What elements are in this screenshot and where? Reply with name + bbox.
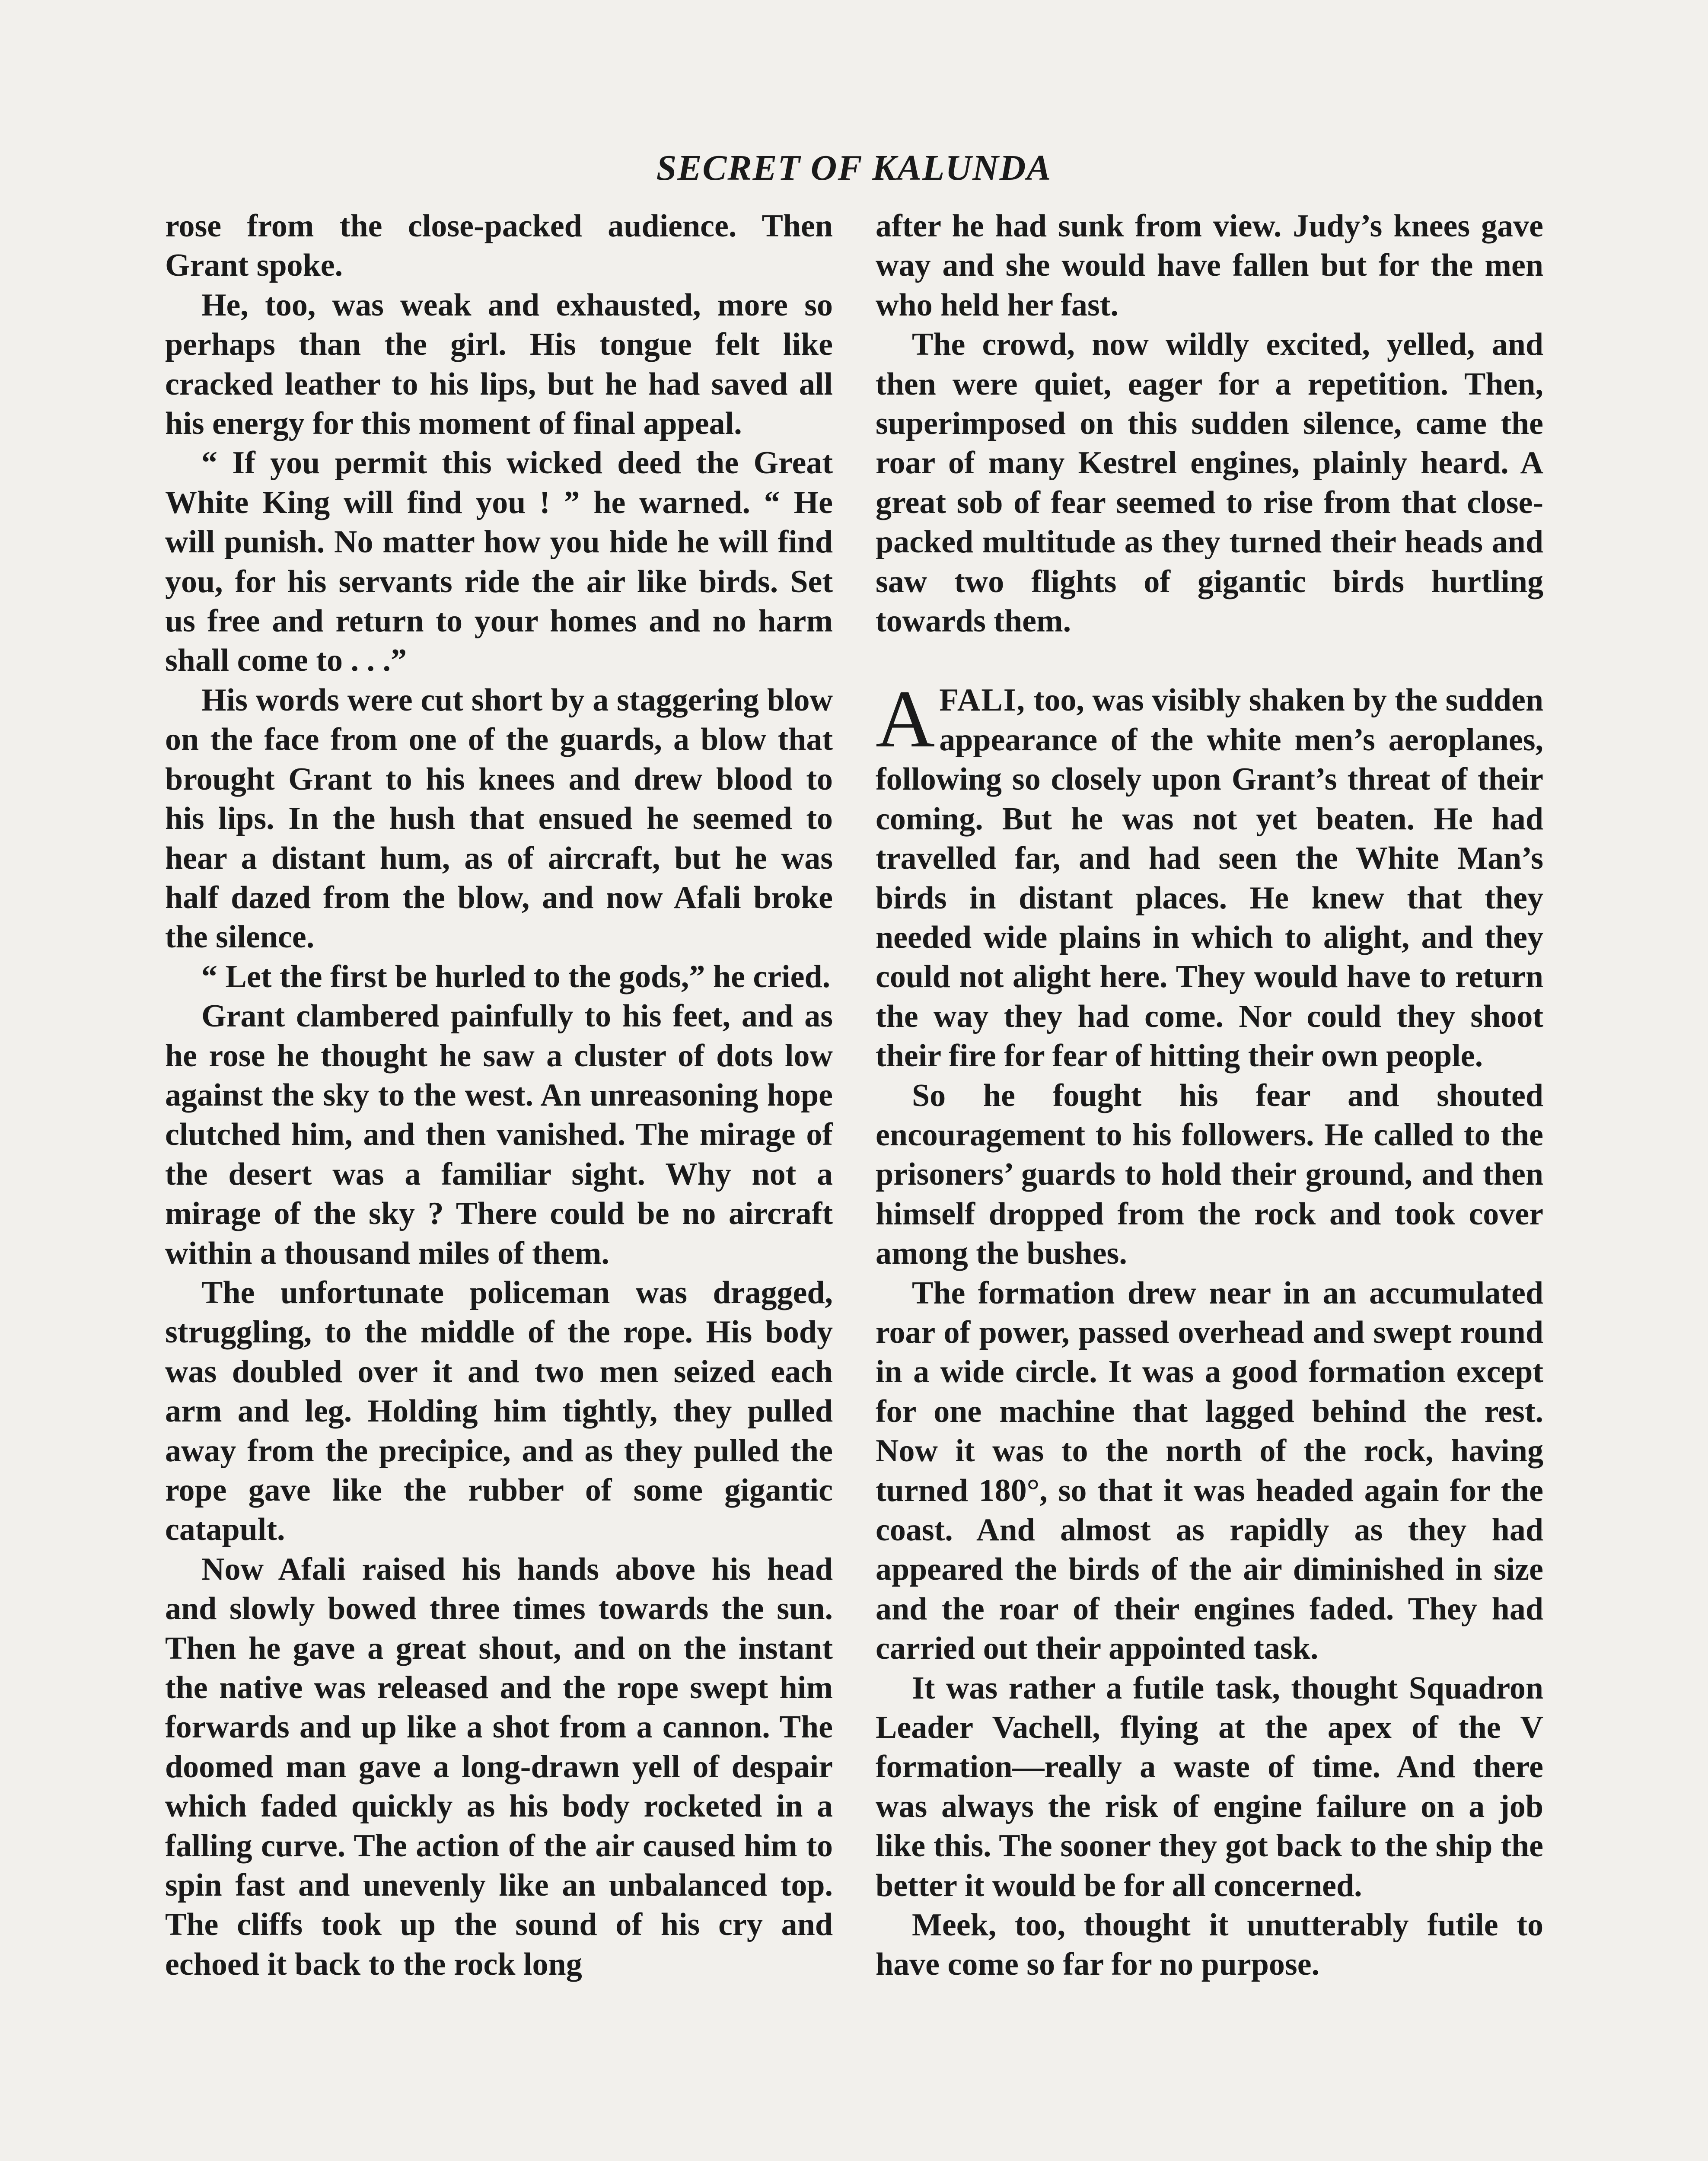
paragraph: after he had sunk from view. Judy’s knees gave way and she would have fallen but for the men who held her fast.: [876, 208, 1543, 323]
paragraph: “ If you permit this wicked deed the Great White King will find you ! ” he warned. “ He will punish. No matter how you hide he will find you, for his servants ride the air like birds. Set us free and return to your homes and no harm shall come to . . .”: [165, 445, 833, 679]
running-head: SECRET OF KALUNDA: [656, 148, 1052, 188]
paragraph: So he fought his fear and shouted encouragement to his followers. He called to the prisoners’ guards to hold their ground, and then himself dropped from the rock and took cover among the bushes.: [876, 1077, 1543, 1272]
drop-cap-text: too, was visibly shaken by the sudden appearance of the white men’s aeroplanes, following so closely upon Grant’s threat of their coming. But he was not yet beaten. He had travelled far, and had seen the White Man’s birds in distant places. He knew that they needed wide plains in which to alight, and they could not alight here. They would have to return the way they had come. Nor could they shoot their fire for fear of hitting their own people.: [876, 682, 1543, 1074]
paragraph: It was rather a futile task, thought Squadron Leader Vachell, flying at the apex of the V formation—really a waste of time. And there was always the risk of engine failure on a job like this. The sooner they got back to the ship the better it would be for all concerned.: [876, 1670, 1543, 1903]
paragraph: Grant clambered painfully to his feet, and as he rose he thought he saw a cluster of dots low against the sky to the west. An unreasoning hope clutched him, and then vanished. The mirage of the desert was a familiar sight. Why not a mirage of the sky ? There could be no aircraft within a thousand miles of them.: [165, 998, 833, 1271]
paragraph: Now Afali raised his hands above his head and slowly bowed three times towards the sun. Then he gave a great shout, and on the instant the native was released and the rope swept him forwards and up like a shot from a cannon. The doomed man gave a long-drawn yell of despair which faded quickly as his body rocketed in a falling curve. The action of the air caused him to spin fast and unevenly like an unbalanced top. The cliffs took up the sound of his cry and echoed it back to the rock long: [165, 1551, 833, 1982]
left-column: [165, 207, 833, 1984]
drop-cap-paragraph: [876, 674, 1543, 1076]
paragraph: The unfortunate policeman was dragged, struggling, to the middle of the rope. His body was doubled over it and two men seized each arm and leg. Holding him tightly, they pulled away from the precipice, and as they pulled the rope gave like the rubber of some gigantic catapult.: [165, 1275, 833, 1548]
paragraph: The crowd, now wildly excited, yelled, and then were quiet, eager for a repetition. Then, superimposed on this sudden silence, came the roar of many Kestrel engines, plainly heard. A great sob of fear seemed to rise from that close-packed multitude as they turned their heads and saw two flights of gigantic birds hurtling towards them.: [876, 327, 1543, 639]
drop-cap-word: FALI,: [939, 682, 1026, 718]
paragraph: The formation drew near in an accumulated roar of power, passed overhead and swept round in a wide circle. It was a good formation except for one machine that lagged behind the rest. Now it was to the north of the rock, having turned 180°, so that it was headed again for the coast. And almost as rapidly as they had appeared the birds of the air diminished in size and the roar of their engines faded. They had carried out their appointed task.: [876, 1275, 1543, 1667]
section-break: [876, 641, 1543, 681]
paragraph: He, too, was weak and exhausted, more so perhaps than the girl. His tongue felt like cracked leather to his lips, but he had saved all his energy for this moment of final appeal.: [165, 287, 833, 442]
paragraph: His words were cut short by a staggering blow on the face from one of the guards, a blow that brought Grant to his knees and drew blood to his lips. In the hush that ensued he seemed to hear a distant hum, as of aircraft, but he was half dazed from the blow, and now Afali broke the silence.: [165, 682, 833, 955]
right-column: [876, 207, 1543, 1985]
paragraph: “ Let the first be hurled to the gods,” he cried.: [201, 959, 831, 994]
drop-cap-letter: A: [876, 674, 935, 765]
paragraph: Meek, too, thought it unutterably futile to have come so far for no purpose.: [876, 1907, 1543, 1983]
paragraph: rose from the close-packed audience. Then Grant spoke.: [165, 208, 833, 284]
